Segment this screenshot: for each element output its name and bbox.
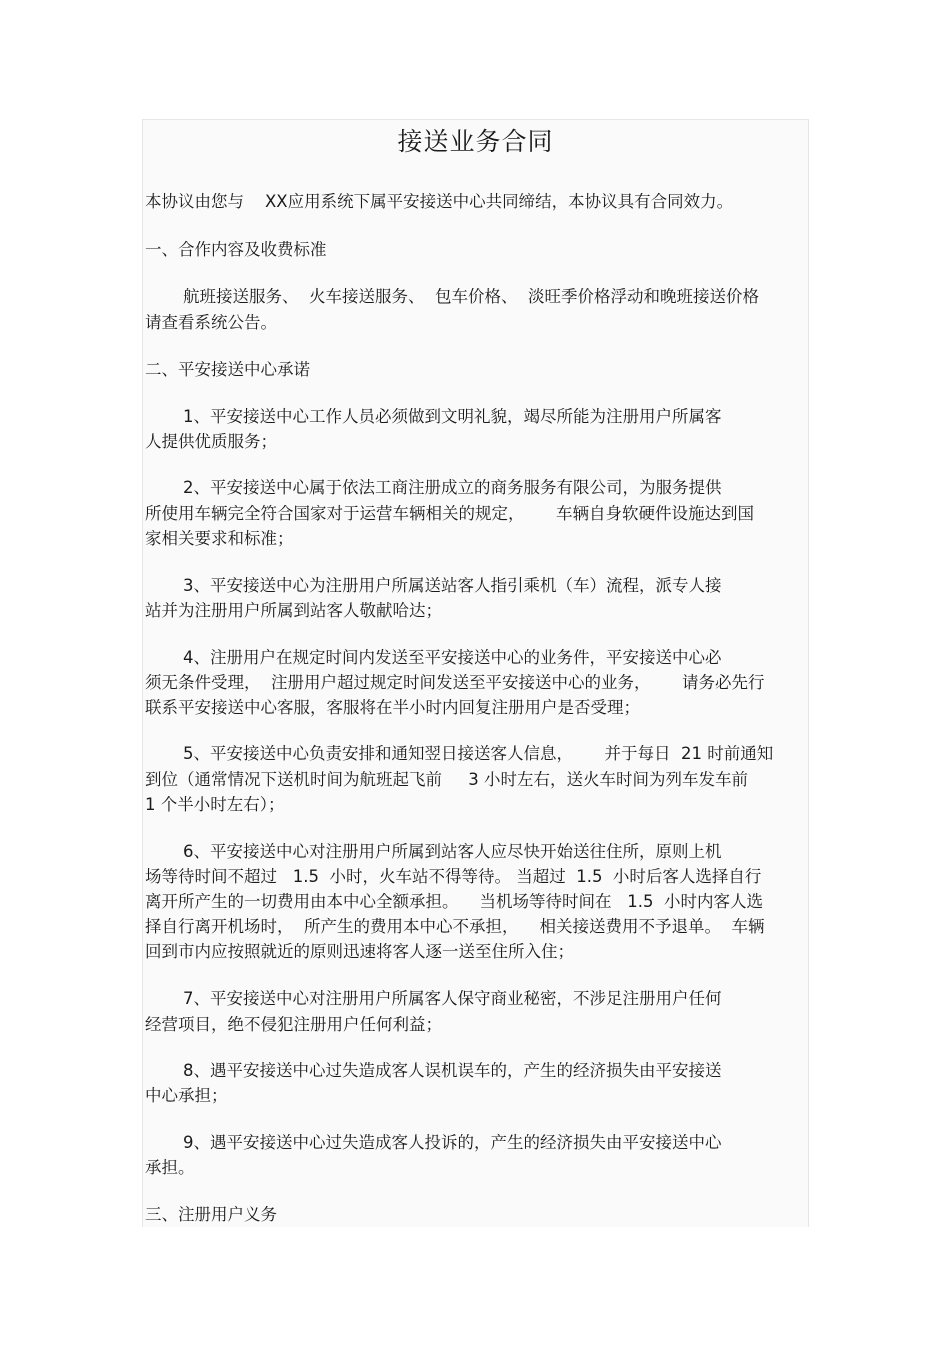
intro-paragraph: 本协议由您与 XX应用系统下属平安接送中心共同缔结，本协议具有合同效力。 [145,192,734,211]
clause-line: 2、平安接送中心属于依法工商注册成立的商务服务有限公司，为服务提供 [183,478,722,497]
section-heading-3: 三、注册用户义务 [145,1205,277,1224]
clause-line: 场等待时间不超过 1.5 小时，火车站不得等待。 当超过 1.5 小时后客人选择自行 [145,867,762,886]
clause-line: 8、遇平安接送中心过失造成客人误机误车的，产生的经济损失由平安接送 [183,1061,722,1080]
clause-line: 到位（通常情况下送机时间为航班起飞前 3 小时左右，送火车时间为列车发车前 [145,770,748,789]
clause-line: 9、遇平安接送中心过失造成客人投诉的，产生的经济损失由平安接送中心 [183,1133,722,1152]
section-heading-2: 二、平安接送中心承诺 [145,360,310,379]
clause-line: 站并为注册用户所属到站客人敬献哈达； [145,601,442,620]
clause-line: 人提供优质服务； [145,432,277,451]
clause-line: 所使用车辆完全符合国家对于运营车辆相关的规定， 车辆自身软硬件设施达到国 [145,504,754,523]
clause-line: 联系平安接送中心客服，客服将在半小时内回复注册用户是否受理； [145,698,640,717]
clause-line: 择自行离开机场时， 所产生的费用本中心不承担， 相关接送费用不予退单。 车辆 [145,917,765,936]
clause-line: 3、平安接送中心为注册用户所属送站客人指引乘机（车）流程，派专人接 [183,576,722,595]
document-page [142,119,809,1227]
clause-line: 承担。 [145,1158,195,1177]
clause-line: 经营项目，绝不侵犯注册用户任何利益； [145,1015,442,1034]
document-title: 接送业务合同 [397,127,554,156]
clause-line: 7、平安接送中心对注册用户所属客人保守商业秘密，不涉足注册用户任何 [183,989,722,1008]
clause-line: 5、平安接送中心负责安排和通知翌日接送客人信息， 并于每日 21 时前通知 [183,744,774,763]
clause-line: 6、平安接送中心对注册用户所属到站客人应尽快开始送往住所，原则上机 [183,842,722,861]
section1-line: 航班接送服务、 火车接送服务、 包车价格、 淡旺季价格浮动和晚班接送价格 [183,287,759,306]
clause-line: 回到市内应按照就近的原则迅速将客人逐一送至住所入住； [145,942,574,961]
clause-line: 4、注册用户在规定时间内发送至平安接送中心的业务件，平安接送中心必 [183,648,722,667]
clause-line: 1 个半小时左右）； [145,795,285,814]
clause-line: 须无条件受理， 注册用户超过规定时间发送至平安接送中心的业务， 请务必先行 [145,673,765,692]
clause-line: 中心承担； [145,1086,228,1105]
section1-line: 请查看系统公告。 [145,313,277,332]
clause-line: 离开所产生的一切费用由本中心全额承担。 当机场等待时间在 1.5 小时内客人选 [145,892,763,911]
clause-line: 家相关要求和标准； [145,529,294,548]
section-heading-1: 一、合作内容及收费标准 [145,240,327,259]
clause-line: 1、平安接送中心工作人员必须做到文明礼貌，竭尽所能为注册用户所属客 [183,407,722,426]
